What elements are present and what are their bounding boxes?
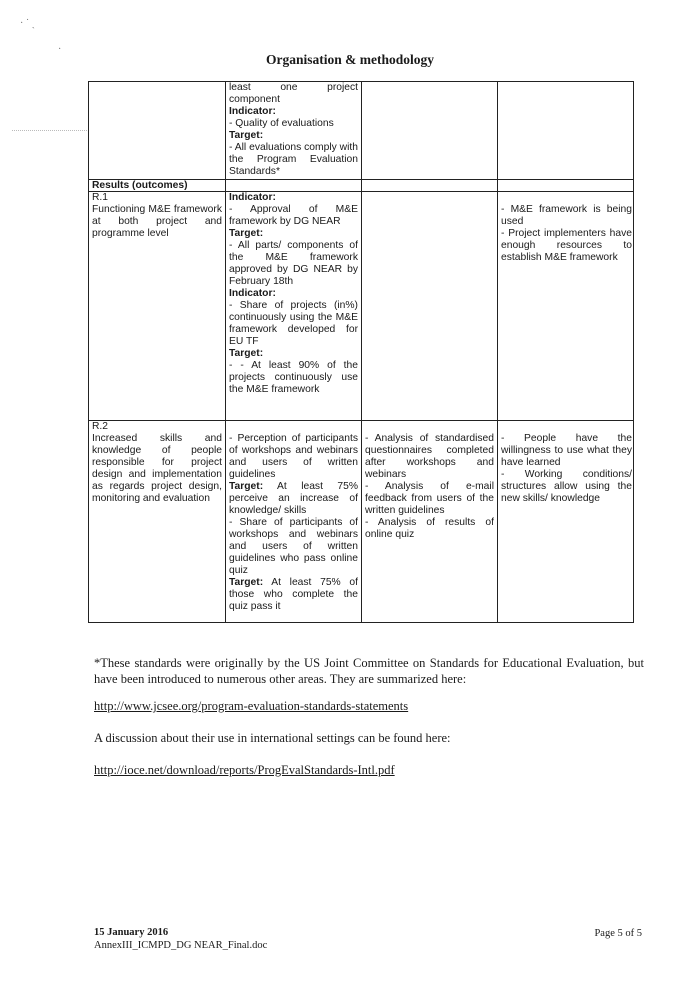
cell-text: - Share of projects (in%) continuously using the M&E framework developed for EU TF: [229, 300, 358, 347]
cell-text: - Project implementers have enough resources to establish M&E framework: [501, 228, 632, 263]
r1-assumptions-cell: [498, 204, 635, 264]
r1-result-cell: [89, 192, 225, 240]
indicator-label: Indicator:: [229, 192, 276, 203]
footnote: *These standards were originally by the US Joint Committee on Standards for Educational Evaluation, but have been introduced to numerous other areas. They are summarized here:: [94, 656, 644, 686]
logframe-table: [88, 81, 634, 623]
target-label: Target:: [229, 228, 264, 239]
target-label: Target:: [229, 481, 264, 492]
indicator-label: Indicator:: [229, 106, 276, 117]
cell-text: - Analysis of results of online quiz: [365, 517, 494, 540]
r1-indicators-cell: [226, 192, 361, 396]
r2-indicators-cell: [226, 433, 361, 613]
cell-text: - Analysis of e-mail feedback from users of the written guidelines: [365, 481, 494, 516]
section-heading: Results (outcomes): [92, 180, 188, 191]
indicator-label: Indicator:: [229, 288, 276, 299]
footer-filename: AnnexIII_ICMPD_DG NEAR_Final.doc: [94, 940, 268, 951]
cell-text: least one project component: [229, 82, 358, 105]
target-label: Target:: [229, 348, 264, 359]
scan-speck: · ˙ ˏ: [20, 18, 35, 29]
cell-text: - - At least 90% of the projects continuously use the M&E framework: [229, 360, 358, 395]
page-title: Organisation & methodology: [265, 52, 434, 67]
page-number: Page 5 of 5: [594, 928, 642, 939]
ioce-link[interactable]: http://ioce.net/download/reports/ProgEvalStandards-Intl.pdf: [94, 763, 395, 777]
r2-assumptions-cell: [498, 433, 635, 505]
jcsee-link[interactable]: http://www.jcsee.org/program-evaluation-standards-statements: [94, 699, 409, 713]
cell-text: - People have the willingness to use what they have learned: [501, 433, 632, 468]
footer-left: [94, 926, 267, 952]
r2-result-cell: [89, 421, 225, 505]
target-label: Target:: [229, 130, 264, 141]
cell-text: - All parts/ components of the M&E framework approved by DG NEAR by February 18th: [229, 240, 358, 287]
cell-text: At least 75% perceive an increase of knowledge/ skills: [229, 481, 358, 516]
cell-text: - Analysis of standardised questionnaires completed after workshops and webinars: [365, 433, 494, 480]
cell-text: - Share of participants of workshops and webinars and users of written guidelines who pass online quiz: [229, 517, 358, 576]
result-text: Increased skills and knowledge of people responsible for project design and implementation as regards project design, monitoring and evaluation: [92, 433, 222, 504]
footer-date: 15 January 2016: [94, 927, 169, 938]
row0-indicators-cell: [226, 82, 361, 178]
r2-sources-cell: [362, 433, 497, 541]
cell-text: - Approval of M&E framework by DG NEAR: [229, 204, 358, 227]
target-label: Target:: [229, 577, 264, 588]
cell-text: - All evaluations comply with the Program Evaluation Standards*: [229, 142, 358, 177]
scan-speck: ·: [58, 44, 62, 55]
result-text: Functioning M&E framework at both project and programme level: [92, 204, 222, 239]
cell-text: - Working conditions/ structures allow using the new skills/ knowledge: [501, 469, 632, 504]
cell-text: - M&E framework is being used: [501, 204, 632, 227]
result-id: R.2: [92, 421, 109, 432]
result-id: R.1: [92, 192, 109, 203]
discussion-text: A discussion about their use in international settings can be found here:: [94, 731, 451, 745]
cell-text: - Quality of evaluations: [229, 118, 334, 129]
scan-artifact-line: [12, 130, 87, 131]
cell-text: - Perception of participants of workshops and webinars and users of written guidelines: [229, 433, 358, 480]
cell-text: At least 75% of those who complete the quiz pass it: [229, 577, 358, 612]
